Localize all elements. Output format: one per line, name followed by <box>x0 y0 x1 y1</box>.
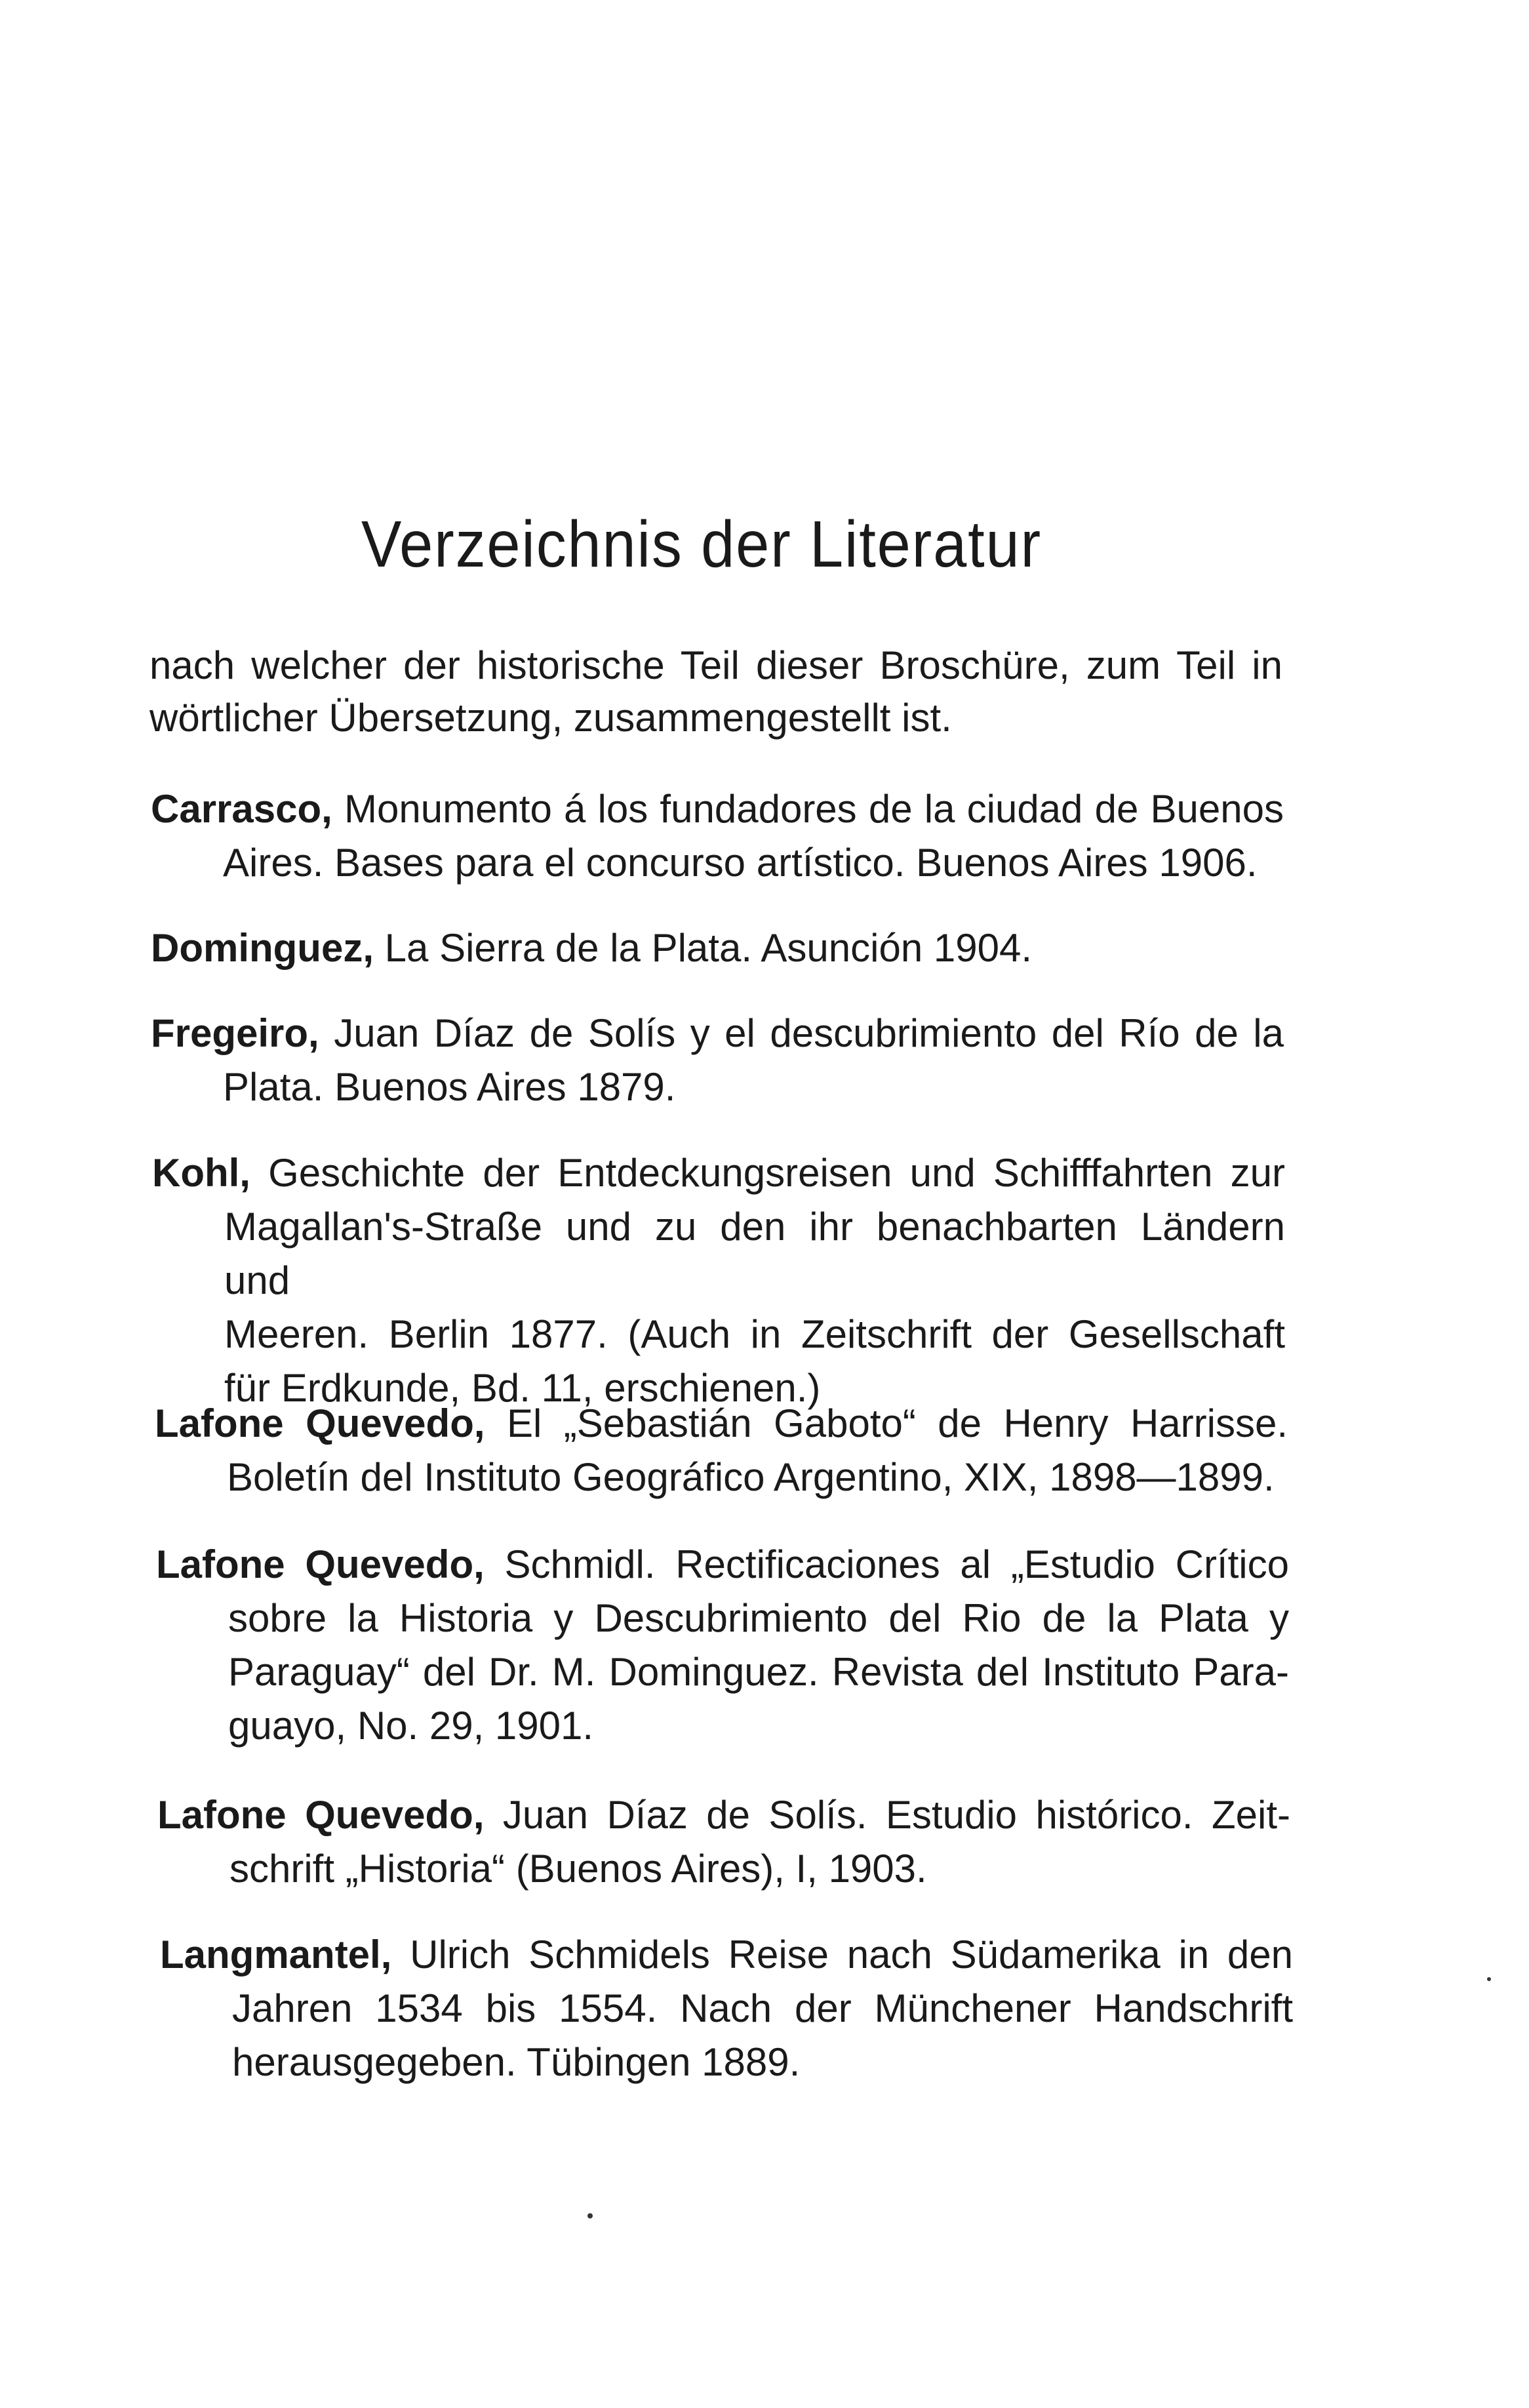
entry-text: Schmidl. Rectificaciones al „Estudio Crítico <box>484 1542 1289 1586</box>
entry-author: Langmantel, <box>160 1933 392 1977</box>
entry-author: Carrasco, <box>151 787 332 831</box>
entry-author: Lafone Quevedo, <box>155 1401 485 1445</box>
bibliography-entry <box>152 1146 1285 1415</box>
entry-text: Jahren 1534 bis 1554. Nach der Münchener Handschrift <box>232 1986 1293 2030</box>
entry-text: Juan Díaz de Solís. Estudio histórico. Zeit- <box>484 1793 1290 1837</box>
entry-text: für Erdkunde, Bd. 11, erschienen.) <box>224 1366 821 1410</box>
entry-text: Paraguay“ del Dr. M. Dominguez. Revista del Instituto Para- <box>228 1650 1289 1694</box>
intro-line: nach welcher der historische Teil dieser Broschüre, zum Teil in <box>149 643 1282 687</box>
entry-text: guayo, No. 29, 1901. <box>228 1704 594 1748</box>
entry-author: Kohl, <box>152 1151 250 1195</box>
entry-author: Fregeiro, <box>151 1011 319 1055</box>
entry-author: Lafone Quevedo, <box>156 1542 485 1586</box>
bibliography-entry <box>151 782 1284 890</box>
entry-text: Magallan's-Straße und zu den ihr benachbarten Ländern und <box>224 1205 1285 1302</box>
entry-text: Ulrich Schmidels Reise nach Südamerika in den <box>391 1933 1293 1977</box>
entry-text: Monumento á los fundadores de la ciudad de Buenos <box>332 787 1284 831</box>
bibliography-entry <box>155 1397 1288 1504</box>
entry-text: Geschichte der Entdeckungsreisen und Schifffahrten zur <box>250 1151 1285 1195</box>
scan-speck <box>1487 1977 1491 1981</box>
page-title: Verzeichnis der Literatur <box>361 508 1042 581</box>
bibliography-entry <box>160 1928 1293 2089</box>
bibliography-entry <box>151 921 1284 975</box>
bibliography-entry <box>151 1007 1284 1114</box>
scan-speck <box>587 2213 593 2218</box>
entry-text: Meeren. Berlin 1877. (Auch in Zeitschrift der Gesellschaft <box>224 1312 1285 1356</box>
entry-text: schrift „Historia“ (Buenos Aires), I, 1903. <box>229 1847 927 1891</box>
entry-author: Dominguez, <box>151 926 374 970</box>
bibliography-entry <box>156 1538 1289 1753</box>
intro-paragraph <box>149 639 1282 744</box>
entry-text: Aires. Bases para el concurso artístico. Buenos Aires 1906. <box>223 841 1258 885</box>
bibliography-entry <box>157 1788 1290 1896</box>
entry-author: Lafone Quevedo, <box>157 1793 485 1837</box>
entry-text: Plata. Buenos Aires 1879. <box>223 1065 676 1109</box>
entry-text: Boletín del Instituto Geográfico Argentino, XIX, 1898—1899. <box>227 1455 1275 1499</box>
entry-text: Juan Díaz de Solís y el descubrimiento del Río de la <box>319 1011 1284 1055</box>
entry-text: herausgegeben. Tübingen 1889. <box>232 2040 801 2084</box>
entry-text: El „Sebastián Gaboto“ de Henry Harrisse. <box>485 1401 1288 1445</box>
entry-text: sobre la Historia y Descubrimiento del Rio de la Plata y <box>228 1596 1289 1640</box>
intro-line: wörtlicher Übersetzung, zusammengestellt ist. <box>149 696 952 740</box>
entry-text: La Sierra de la Plata. Asunción 1904. <box>374 926 1033 970</box>
